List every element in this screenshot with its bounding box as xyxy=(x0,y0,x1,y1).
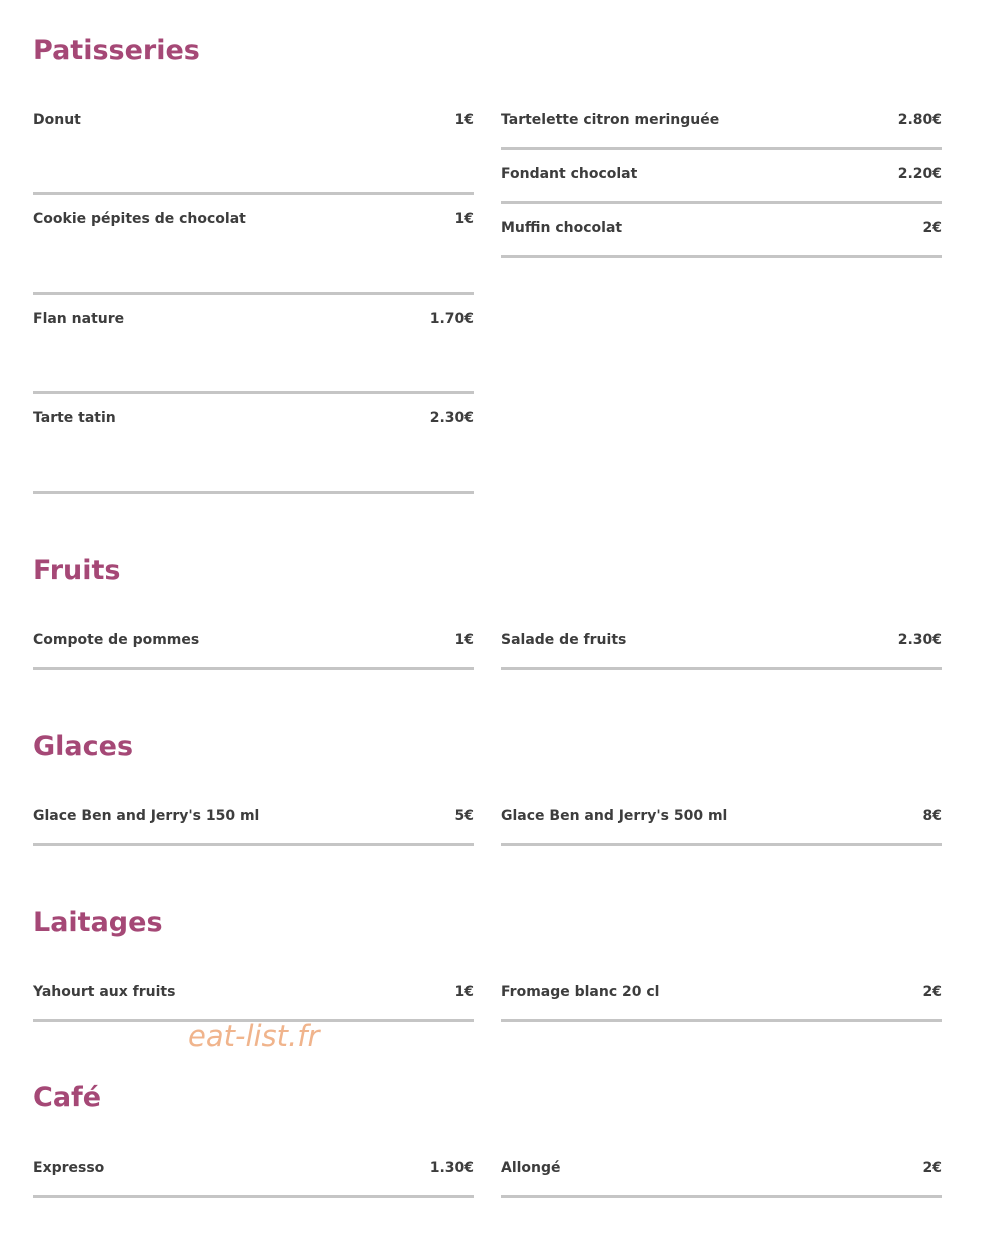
item-name: Fondant chocolat xyxy=(501,166,638,182)
item-name: Salade de fruits xyxy=(501,632,627,648)
item-price: 2€ xyxy=(922,984,942,1000)
menu-item-compote-de-pommes xyxy=(33,631,474,670)
item-price: 2€ xyxy=(922,1160,942,1176)
item-name: Allongé xyxy=(501,1160,561,1176)
item-price: 5€ xyxy=(454,808,474,824)
menu-item-tarte-tatin xyxy=(33,409,474,494)
menu-item-fondant-chocolat xyxy=(501,165,942,204)
section-title-cafe: Café xyxy=(33,1082,102,1113)
menu-item-glace-150ml xyxy=(33,807,474,846)
menu-item-yahourt-aux-fruits xyxy=(33,983,474,1022)
item-name: Donut xyxy=(33,112,81,128)
section-title-glaces: Glaces xyxy=(33,731,134,762)
menu-item-tartelette-citron xyxy=(501,111,942,150)
item-price: 1.30€ xyxy=(429,1160,474,1176)
menu-item-donut xyxy=(33,111,474,195)
item-name: Tarte tatin xyxy=(33,410,116,426)
section-title-patisseries: Patisseries xyxy=(33,35,200,66)
item-name: Expresso xyxy=(33,1160,105,1176)
menu-item-cookie xyxy=(33,210,474,295)
item-name: Muffin chocolat xyxy=(501,220,623,236)
item-price: 2.30€ xyxy=(429,410,474,426)
item-price: 8€ xyxy=(922,808,942,824)
menu-item-glace-500ml xyxy=(501,807,942,846)
item-price: 2.80€ xyxy=(897,112,942,128)
item-price: 2.30€ xyxy=(897,632,942,648)
section-title-laitages: Laitages xyxy=(33,907,163,938)
menu-item-salade-de-fruits xyxy=(501,631,942,670)
menu-item-flan-nature xyxy=(33,310,474,394)
menu-item-expresso xyxy=(33,1159,474,1198)
item-price: 1€ xyxy=(454,984,474,1000)
item-name: Glace Ben and Jerry's 500 ml xyxy=(501,808,728,824)
item-name: Compote de pommes xyxy=(33,632,200,648)
item-name: Glace Ben and Jerry's 150 ml xyxy=(33,808,260,824)
menu-item-fromage-blanc xyxy=(501,983,942,1022)
item-name: Fromage blanc 20 cl xyxy=(501,984,660,1000)
watermark: eat-list.fr xyxy=(188,1019,320,1053)
item-name: Cookie pépites de chocolat xyxy=(33,211,246,227)
item-price: 2.20€ xyxy=(897,166,942,182)
menu-item-allonge xyxy=(501,1159,942,1198)
item-price: 1€ xyxy=(454,112,474,128)
item-price: 1€ xyxy=(454,632,474,648)
item-price: 1.70€ xyxy=(429,311,474,327)
item-name: Yahourt aux fruits xyxy=(33,984,176,1000)
section-title-fruits: Fruits xyxy=(33,555,121,586)
item-name: Tartelette citron meringuée xyxy=(501,112,720,128)
item-price: 2€ xyxy=(922,220,942,236)
item-name: Flan nature xyxy=(33,311,125,327)
item-price: 1€ xyxy=(454,211,474,227)
menu-item-muffin-chocolat xyxy=(501,219,942,258)
